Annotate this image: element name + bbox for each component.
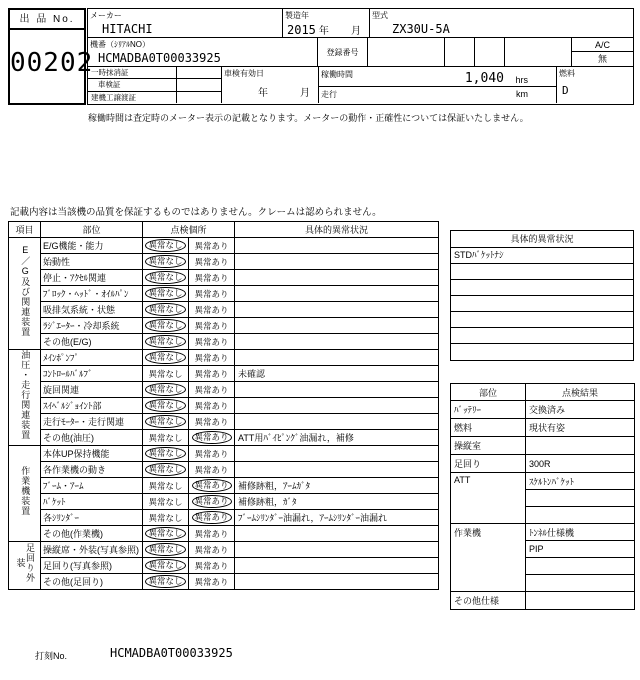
status-ok-label: 異常なし — [148, 368, 183, 379]
status-ng-cell — [189, 350, 235, 366]
status-ng-label: 異常あり — [194, 240, 229, 251]
status-ok-cell — [143, 318, 189, 334]
part-name: その他(作業機) — [41, 526, 143, 542]
status-ok-label: 異常なし — [145, 239, 185, 252]
status-ok-label: 異常なし — [145, 527, 185, 540]
status-ng-label: 異常あり — [194, 272, 229, 283]
group-label-cell — [9, 238, 41, 350]
result-value — [526, 558, 635, 575]
part-name: ﾒｲﾝﾎﾟﾝﾌﾟ — [41, 350, 143, 366]
status-ok-label: 異常なし — [145, 287, 185, 300]
part-name: ﾗｼﾞｴｰﾀｰ・冷却系統 — [41, 318, 143, 334]
status-ng-label: 異常あり — [194, 288, 229, 299]
status-ng-cell — [189, 318, 235, 334]
inspection-row — [9, 510, 439, 526]
part-name: ﾌﾞﾛｯｸ・ﾍｯﾄﾞ・ｵｲﾙﾊﾟﾝ — [41, 286, 143, 302]
status-ok-cell — [143, 414, 189, 430]
empty-cell — [475, 38, 505, 66]
abnormal-row: STDﾊﾞｹｯﾄﾅｼ — [451, 248, 633, 264]
serial-cell — [88, 38, 318, 66]
certificates-block — [88, 67, 222, 103]
result-table-header — [451, 384, 635, 401]
result-value: 交換済み — [526, 401, 635, 419]
remark — [235, 398, 439, 414]
status-ok-label: 異常なし — [145, 271, 185, 284]
status-ng-cell — [189, 238, 235, 254]
remark: 補修跡粗，ｱｰﾑｶﾞﾀ — [235, 478, 439, 494]
part-name: ｺﾝﾄﾛｰﾙﾊﾞﾙﾌﾞ — [41, 366, 143, 382]
part-name: 停止・ｱｸｾﾙ関連 — [41, 270, 143, 286]
remark — [235, 414, 439, 430]
part-name: ﾌﾞｰﾑ・ｱｰﾑ — [41, 478, 143, 494]
result-row — [451, 592, 635, 610]
status-ng-cell — [189, 334, 235, 350]
inspection-row — [9, 494, 439, 510]
status-ng-cell — [189, 462, 235, 478]
status-ng-cell — [189, 414, 235, 430]
inspection-table-body — [9, 222, 439, 590]
status-ng-cell — [189, 526, 235, 542]
abnormal-panel-rows — [451, 248, 633, 360]
status-ok-cell — [143, 558, 189, 574]
status-ng-label: 異常あり — [194, 304, 229, 315]
disclaimer-note: 記載内容は当該機の品質を保証するものではありません。クレームは認められません。 — [10, 207, 382, 218]
inspection-row — [9, 382, 439, 398]
col-check: 点検個所 — [143, 222, 235, 238]
empty-cell — [368, 38, 445, 66]
status-ok-cell — [143, 430, 189, 446]
result-part: 作業機 — [451, 524, 526, 592]
group-label: 油圧・走行関連装置 — [20, 350, 31, 440]
status-ok-label: 異常なし — [145, 335, 185, 348]
inspection-row — [9, 478, 439, 494]
status-ok-label: 異常なし — [145, 255, 185, 268]
stamp-no-value: HCMADBA0T00033925 — [110, 646, 233, 660]
mfg-year-label: 製造年 — [285, 11, 309, 20]
inspection-row — [9, 318, 439, 334]
status-ok-cell — [143, 494, 189, 510]
result-part: 足回り — [451, 455, 526, 473]
status-ng-label: 異常あり — [194, 560, 229, 571]
status-ng-cell — [189, 494, 235, 510]
result-value: ﾄﾝﾈﾙ仕様機 — [526, 524, 635, 541]
remark — [235, 238, 439, 254]
remark: 補修跡粗，ｶﾞﾀ — [235, 494, 439, 510]
travel-unit: km — [516, 89, 528, 99]
status-ng-cell — [189, 446, 235, 462]
status-ok-label: 異常なし — [148, 480, 183, 491]
inspection-row — [9, 558, 439, 574]
result-value: ｽｹﾙﾄﾝﾊﾞｹｯﾄ — [526, 473, 635, 490]
result-row — [451, 437, 635, 455]
status-ng-cell — [189, 398, 235, 414]
status-ok-cell — [143, 302, 189, 318]
status-ok-label: 異常なし — [148, 512, 183, 523]
result-col-result: 点検結果 — [526, 384, 635, 401]
remark: ﾌﾞｰﾑｼﾘﾝﾀﾞｰ油漏れ，ｱｰﾑｼﾘﾝﾀﾞｰ油漏れ — [235, 510, 439, 526]
status-ng-cell — [189, 366, 235, 382]
status-ng-label: 異常あり — [192, 479, 232, 492]
part-name: 走行ﾓｰﾀｰ・走行関連 — [41, 414, 143, 430]
exhibit-no-value: 00202 — [10, 48, 94, 78]
remark — [235, 286, 439, 302]
status-ng-label: 異常あり — [194, 256, 229, 267]
remark — [235, 270, 439, 286]
fuel-label: 燃料 — [559, 69, 575, 78]
registration-label: 登録番号 — [326, 47, 359, 57]
shaken-year-unit: 年 — [258, 88, 268, 99]
part-name: 足回り(写真参照) — [41, 558, 143, 574]
status-ok-label: 異常なし — [145, 303, 185, 316]
part-name: その他(E/G) — [41, 334, 143, 350]
part-name: 旋回関連 — [41, 382, 143, 398]
cert-row — [88, 67, 221, 79]
result-part: ATT — [451, 473, 526, 524]
serial-label: 機番（ｼﾘｱﾙNO） — [90, 40, 150, 49]
result-value — [526, 575, 635, 592]
remark — [235, 302, 439, 318]
status-ok-label: 異常なし — [145, 559, 185, 572]
status-ng-label: 異常あり — [194, 464, 229, 475]
inspection-table — [8, 221, 439, 590]
status-ok-cell — [143, 446, 189, 462]
status-ok-cell — [143, 334, 189, 350]
hours-label: 稼働時間 — [321, 70, 353, 79]
result-value: PIP — [526, 541, 635, 558]
status-ng-cell — [189, 286, 235, 302]
part-name: ﾊﾞｹｯﾄ — [41, 494, 143, 510]
meter-note: 稼働時間は査定時のメーター表示の記載となります。メーターの動作・正確性については保証いたしません。 — [88, 113, 529, 123]
abnormal-row — [451, 344, 633, 360]
part-name: 各ｼﾘﾝﾀﾞｰ — [41, 510, 143, 526]
remark — [235, 382, 439, 398]
status-ng-label: 異常あり — [194, 352, 229, 363]
part-name: 始動性 — [41, 254, 143, 270]
year-unit: 年 — [318, 26, 329, 37]
travel-label: 走行 — [321, 90, 337, 99]
inspection-row — [9, 462, 439, 478]
result-part: ﾊﾞｯﾃﾘｰ — [451, 401, 526, 419]
inspection-row — [9, 350, 439, 366]
col-item: 項目 — [9, 222, 41, 238]
exhibit-no-label: 出 品 No. — [10, 10, 84, 30]
status-ok-cell — [143, 526, 189, 542]
remark — [235, 462, 439, 478]
status-ok-label: 異常なし — [145, 575, 185, 588]
stamp-no-label: 打刻No. — [35, 651, 68, 661]
result-value: 300R — [526, 455, 635, 473]
status-ok-cell — [143, 238, 189, 254]
ac-label: A/C — [572, 38, 633, 52]
result-value — [526, 592, 635, 610]
result-row — [451, 455, 635, 473]
group-label: E／G及び関連装置 — [20, 245, 31, 337]
inspection-row — [9, 334, 439, 350]
status-ok-cell — [143, 270, 189, 286]
inspection-row — [9, 366, 439, 382]
inspection-row — [9, 238, 439, 254]
part-name: 本体UP保持機能 — [41, 446, 143, 462]
status-ng-label: 異常あり — [194, 320, 229, 331]
status-ok-label: 異常なし — [148, 432, 183, 443]
shaken-month-unit: 月 — [300, 88, 310, 99]
status-ng-cell — [189, 382, 235, 398]
abnormal-row — [451, 312, 633, 328]
inspection-table-header — [9, 222, 439, 238]
result-row — [451, 524, 635, 541]
hours-unit: hrs — [515, 75, 528, 85]
remark — [235, 350, 439, 366]
status-ng-label: 異常あり — [192, 431, 232, 444]
status-ok-cell — [143, 350, 189, 366]
remark — [235, 446, 439, 462]
result-row — [451, 401, 635, 419]
status-ng-label: 異常あり — [194, 384, 229, 395]
maker-label: メーカー — [90, 11, 122, 20]
status-ng-cell — [189, 558, 235, 574]
status-ok-label: 異常なし — [145, 447, 185, 460]
shaken-label: 車検有効日 — [224, 69, 264, 78]
mfg-year-cell — [283, 9, 370, 37]
result-part: 操縦室 — [451, 437, 526, 455]
exhibit-no-box — [8, 8, 94, 105]
result-part: 燃料 — [451, 419, 526, 437]
group-label: 作業機装置 — [20, 466, 31, 516]
status-ok-cell — [143, 398, 189, 414]
result-value — [526, 490, 635, 507]
group-label-cell — [9, 350, 41, 446]
inspection-row — [9, 446, 439, 462]
inspection-row — [9, 542, 439, 558]
cert-row — [88, 79, 221, 91]
status-ng-cell — [189, 430, 235, 446]
inspection-row — [9, 270, 439, 286]
remark: ATT用ﾊﾞｲﾋﾟﾝｸﾞ油漏れ，補修 — [235, 430, 439, 446]
status-ok-cell — [143, 478, 189, 494]
status-ok-cell — [143, 510, 189, 526]
maker-value: HITACHI — [102, 22, 153, 36]
status-ng-cell — [189, 254, 235, 270]
cert-value — [177, 92, 221, 103]
result-part: その他仕様 — [451, 592, 526, 610]
group-label-cell — [9, 542, 41, 590]
remark — [235, 574, 439, 590]
shaken-cell — [222, 67, 319, 103]
abnormal-row — [451, 328, 633, 344]
status-ng-cell — [189, 478, 235, 494]
status-ng-cell — [189, 510, 235, 526]
inspection-row — [9, 398, 439, 414]
result-col-part: 部位 — [451, 384, 526, 401]
abnormal-row — [451, 264, 633, 280]
status-ok-label: 異常なし — [145, 543, 185, 556]
result-row — [451, 419, 635, 437]
col-part: 部位 — [41, 222, 143, 238]
group-label: 足回り外装 — [15, 543, 35, 583]
fuel-value: D — [562, 84, 569, 97]
remark — [235, 334, 439, 350]
remark — [235, 318, 439, 334]
abnormal-row — [451, 296, 633, 312]
part-name: 吸排気系統・状態 — [41, 302, 143, 318]
part-name: その他(足回り) — [41, 574, 143, 590]
remark — [235, 542, 439, 558]
cert-label: 建機工譲渡証 — [88, 92, 177, 103]
inspection-row — [9, 526, 439, 542]
inspection-row — [9, 430, 439, 446]
part-name: 操縦席・外装(写真参照) — [41, 542, 143, 558]
result-value: 現状有姿 — [526, 419, 635, 437]
part-name: 各作業機の動き — [41, 462, 143, 478]
hours-value: 1,040 — [464, 71, 504, 86]
status-ng-label: 異常あり — [194, 576, 229, 587]
remark — [235, 526, 439, 542]
part-name: ｽｲﾍﾞﾙｼﾞｮｲﾝﾄ部 — [41, 398, 143, 414]
serial-value: HCMADBA0T00033925 — [98, 51, 221, 65]
cert-label: 車検証 — [88, 79, 177, 90]
ac-value: 無 — [597, 54, 607, 64]
remark — [235, 558, 439, 574]
result-row — [451, 473, 635, 490]
inspection-row — [9, 414, 439, 430]
status-ng-cell — [189, 574, 235, 590]
result-table-body — [451, 384, 635, 610]
remark — [235, 254, 439, 270]
result-value — [526, 507, 635, 524]
status-ok-cell — [143, 542, 189, 558]
status-ng-label: 異常あり — [194, 448, 229, 459]
status-ok-cell — [143, 382, 189, 398]
status-ng-label: 異常あり — [194, 400, 229, 411]
ac-cell — [572, 38, 633, 66]
part-name: E/G機能・能力 — [41, 238, 143, 254]
inspection-row — [9, 574, 439, 590]
cert-row — [88, 92, 221, 103]
model-value: ZX30U-5A — [392, 22, 450, 36]
group-label-cell — [9, 446, 41, 542]
status-ok-cell — [143, 286, 189, 302]
remark: 未確認 — [235, 366, 439, 382]
empty-cell — [445, 38, 475, 66]
model-label: 型式 — [372, 11, 388, 20]
col-detail: 具体的異常状況 — [235, 222, 439, 238]
fuel-cell — [557, 67, 633, 103]
status-ng-cell — [189, 302, 235, 318]
abnormal-row — [451, 280, 633, 296]
inspection-row — [9, 286, 439, 302]
status-ok-cell — [143, 574, 189, 590]
month-unit: 月 — [351, 26, 361, 37]
empty-cell — [505, 38, 572, 66]
cert-value — [177, 67, 221, 78]
inspection-row — [9, 254, 439, 270]
status-ok-label: 異常なし — [145, 351, 185, 364]
status-ok-cell — [143, 254, 189, 270]
registration-cell — [318, 38, 368, 66]
status-ok-label: 異常なし — [145, 319, 185, 332]
status-ng-cell — [189, 542, 235, 558]
maker-cell — [88, 9, 283, 37]
result-panel — [450, 383, 635, 610]
status-ok-label: 異常なし — [145, 383, 185, 396]
result-value — [526, 437, 635, 455]
mfg-year-value: 2015 — [287, 23, 316, 37]
status-ok-label: 異常なし — [145, 399, 185, 412]
status-ng-label: 異常あり — [194, 544, 229, 555]
status-ng-cell — [189, 270, 235, 286]
status-ok-cell — [143, 366, 189, 382]
cert-label: 一時抹消証 — [88, 67, 177, 78]
status-ok-cell — [143, 462, 189, 478]
status-ng-label: 異常あり — [194, 336, 229, 347]
abnormal-panel-title: 具体的異常状況 — [451, 231, 633, 248]
abnormal-panel — [450, 230, 634, 361]
status-ng-label: 異常あり — [192, 511, 232, 524]
cert-value — [177, 79, 221, 90]
status-ng-label: 異常あり — [192, 495, 232, 508]
status-ok-label: 異常なし — [145, 463, 185, 476]
status-ng-label: 異常あり — [194, 416, 229, 427]
status-ok-label: 異常なし — [145, 415, 185, 428]
part-name: その他(油圧) — [41, 430, 143, 446]
model-cell — [370, 9, 633, 37]
inspection-row — [9, 302, 439, 318]
hours-cell — [319, 67, 557, 103]
status-ok-label: 異常なし — [148, 496, 183, 507]
status-ng-label: 異常あり — [194, 528, 229, 539]
status-ng-label: 異常あり — [194, 368, 229, 379]
machine-info-box — [87, 8, 634, 105]
